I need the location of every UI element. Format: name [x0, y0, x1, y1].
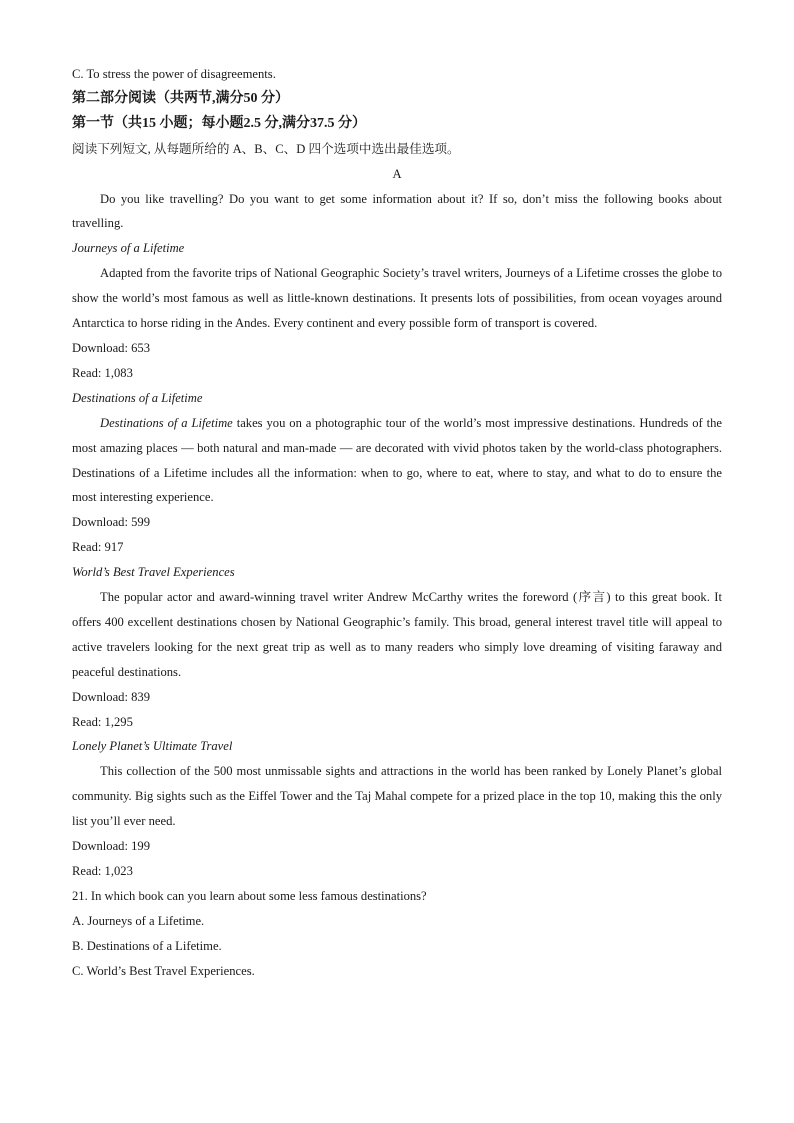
- option-b: B. Destinations of a Lifetime.: [72, 938, 222, 953]
- book-title: Journeys of a Lifetime: [72, 241, 185, 256]
- download-count: Download: 199: [72, 839, 151, 854]
- section-title: 第一节（共15 小题；每小题2.5 分,满分37.5 分）: [72, 115, 366, 131]
- intro-paragraph: Do you like travelling? Do you want to get some information about it? If so, don’t miss the following books about travelling.: [72, 191, 722, 231]
- option-c: C. World’s Best Travel Experiences.: [72, 963, 255, 978]
- download-count: Download: 599: [72, 515, 151, 530]
- previous-option-c: C. To stress the power of disagreements.: [72, 67, 276, 81]
- book-description: Adapted from the favorite trips of National Geographic Society’s travel writers, Journeys of a Lifetime crosses the globe to show the world’s most famous as well as little-known destinations. It presents lots of possibilities, from ocean voyages around Antarctica to horse riding in the Andes. Every continent and every possible form of transport is covered.: [72, 266, 722, 331]
- part-title: 第二部分阅读（共两节,满分50 分）: [72, 90, 289, 106]
- passage-label: A: [392, 166, 402, 181]
- read-count: Read: 1,023: [72, 864, 133, 878]
- book-description-italic-title: Destinations of a Lifetime: [100, 415, 233, 430]
- book-description: [72, 411, 722, 511]
- download-count: Download: 653: [72, 340, 151, 355]
- book-title: Lonely Planet’s Ultimate Travel: [72, 739, 233, 754]
- option-a: A. Journeys of a Lifetime.: [72, 913, 205, 928]
- book-description-text: takes you on a photographic tour of the world’s most impressive destinations. Hundreds of the most amazing places — both natural and man-made — are decorated with vivid photos taken by the world-class photographers. Destinations of a Lifetime includes all the information: when to go, where to eat, where to stay, and what to do to ensure the most interesting experience.: [72, 415, 723, 505]
- download-count: Download: 839: [72, 689, 151, 704]
- read-count: Read: 1,083: [72, 365, 133, 380]
- book-description: The popular actor and award-winning travel writer Andrew McCarthy writes the foreword (序言) to this great book. It offers 400 excellent destinations chosen by National Geographic’s family. This broad, general interest travel title will appeal to active travelers looking for the next great trip as well as to many readers who simply love dreaming of visiting faraway and peaceful destinations.: [72, 590, 722, 679]
- read-count: Read: 917: [72, 540, 124, 555]
- read-count: Read: 1,295: [72, 714, 133, 729]
- question-21: 21. In which book can you learn about some less famous destinations?: [72, 888, 427, 903]
- book-title: World’s Best Travel Experiences: [72, 565, 235, 580]
- document-page: [72, 62, 722, 984]
- instructions: 阅读下列短文, 从每题所给的 A、B、C、D 四个选项中选出最佳选项。: [72, 141, 460, 156]
- book-title: Destinations of a Lifetime: [72, 390, 203, 405]
- book-description: This collection of the 500 most unmissable sights and attractions in the world has been ranked by Lonely Planet’s global community. Big sights such as the Eiffel Tower and the Taj Mahal compete for a prized place in the top 10, making this the only list you’ll ever need.: [72, 764, 722, 829]
